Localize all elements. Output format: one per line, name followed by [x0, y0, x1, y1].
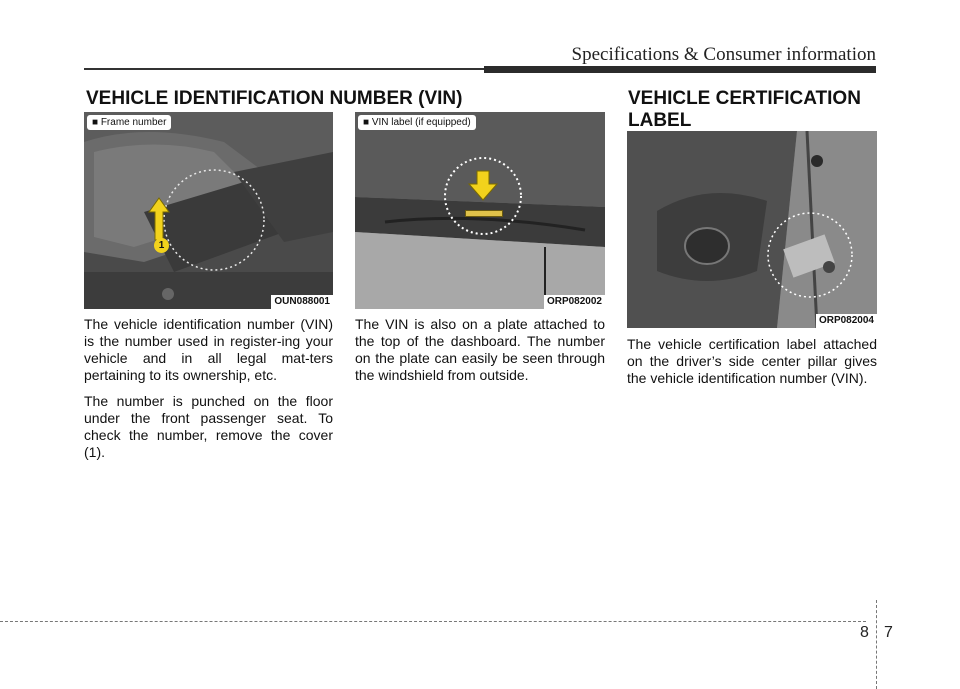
certification-section-title	[628, 88, 861, 132]
page-number: 7	[884, 624, 893, 641]
paragraph: The vehicle identification number (VIN) is the number used in register-ing your vehicle and in all legal mat-ters pertaining to its ownership, etc.	[84, 316, 333, 383]
yellow-arrow-icon	[148, 196, 170, 242]
vin-plate	[465, 210, 503, 217]
door-pillar-illustration	[627, 131, 877, 328]
frame-number-photo	[84, 112, 333, 309]
column-1-text	[84, 316, 333, 470]
seat-illustration	[84, 112, 333, 309]
paragraph: The VIN is also on a plate attached to the top of the dashboard. The number on the plate can easily be seen through the windshield from outside.	[355, 316, 605, 383]
vin-label-photo	[355, 112, 605, 309]
chapter-number: 8	[860, 624, 869, 641]
column-2-text	[355, 316, 605, 393]
footer-dashed-rule	[0, 621, 866, 622]
photo-code: ORP082004	[816, 314, 877, 328]
certification-label-photo	[627, 131, 877, 328]
title-line-1: VEHICLE CERTIFICATION	[628, 88, 861, 109]
vin-section-title: VEHICLE IDENTIFICATION NUMBER (VIN)	[86, 88, 463, 109]
callout-marker: 1	[154, 238, 169, 253]
photo-code: ORP082002	[544, 295, 605, 309]
frame-number-caption: ■ Frame number	[87, 115, 171, 130]
vin-label-caption: ■ VIN label (if equipped)	[358, 115, 476, 130]
down-arrow-icon	[468, 170, 498, 202]
running-header-title: Specifications & Consumer information	[571, 44, 876, 65]
photo-code: OUN088001	[271, 295, 333, 309]
header-bar	[484, 66, 876, 73]
paragraph: The number is punched on the floor under the front passenger seat. To check the number, remove the cover (1).	[84, 393, 333, 460]
column-3-text	[627, 336, 877, 396]
paragraph: The vehicle certification label attached on the driver’s side center pillar gives the vehicle identification number (VIN).	[627, 336, 877, 386]
title-line-2: LABEL	[628, 110, 692, 131]
footer-vertical-rule	[876, 600, 877, 689]
header-rule	[84, 68, 484, 70]
